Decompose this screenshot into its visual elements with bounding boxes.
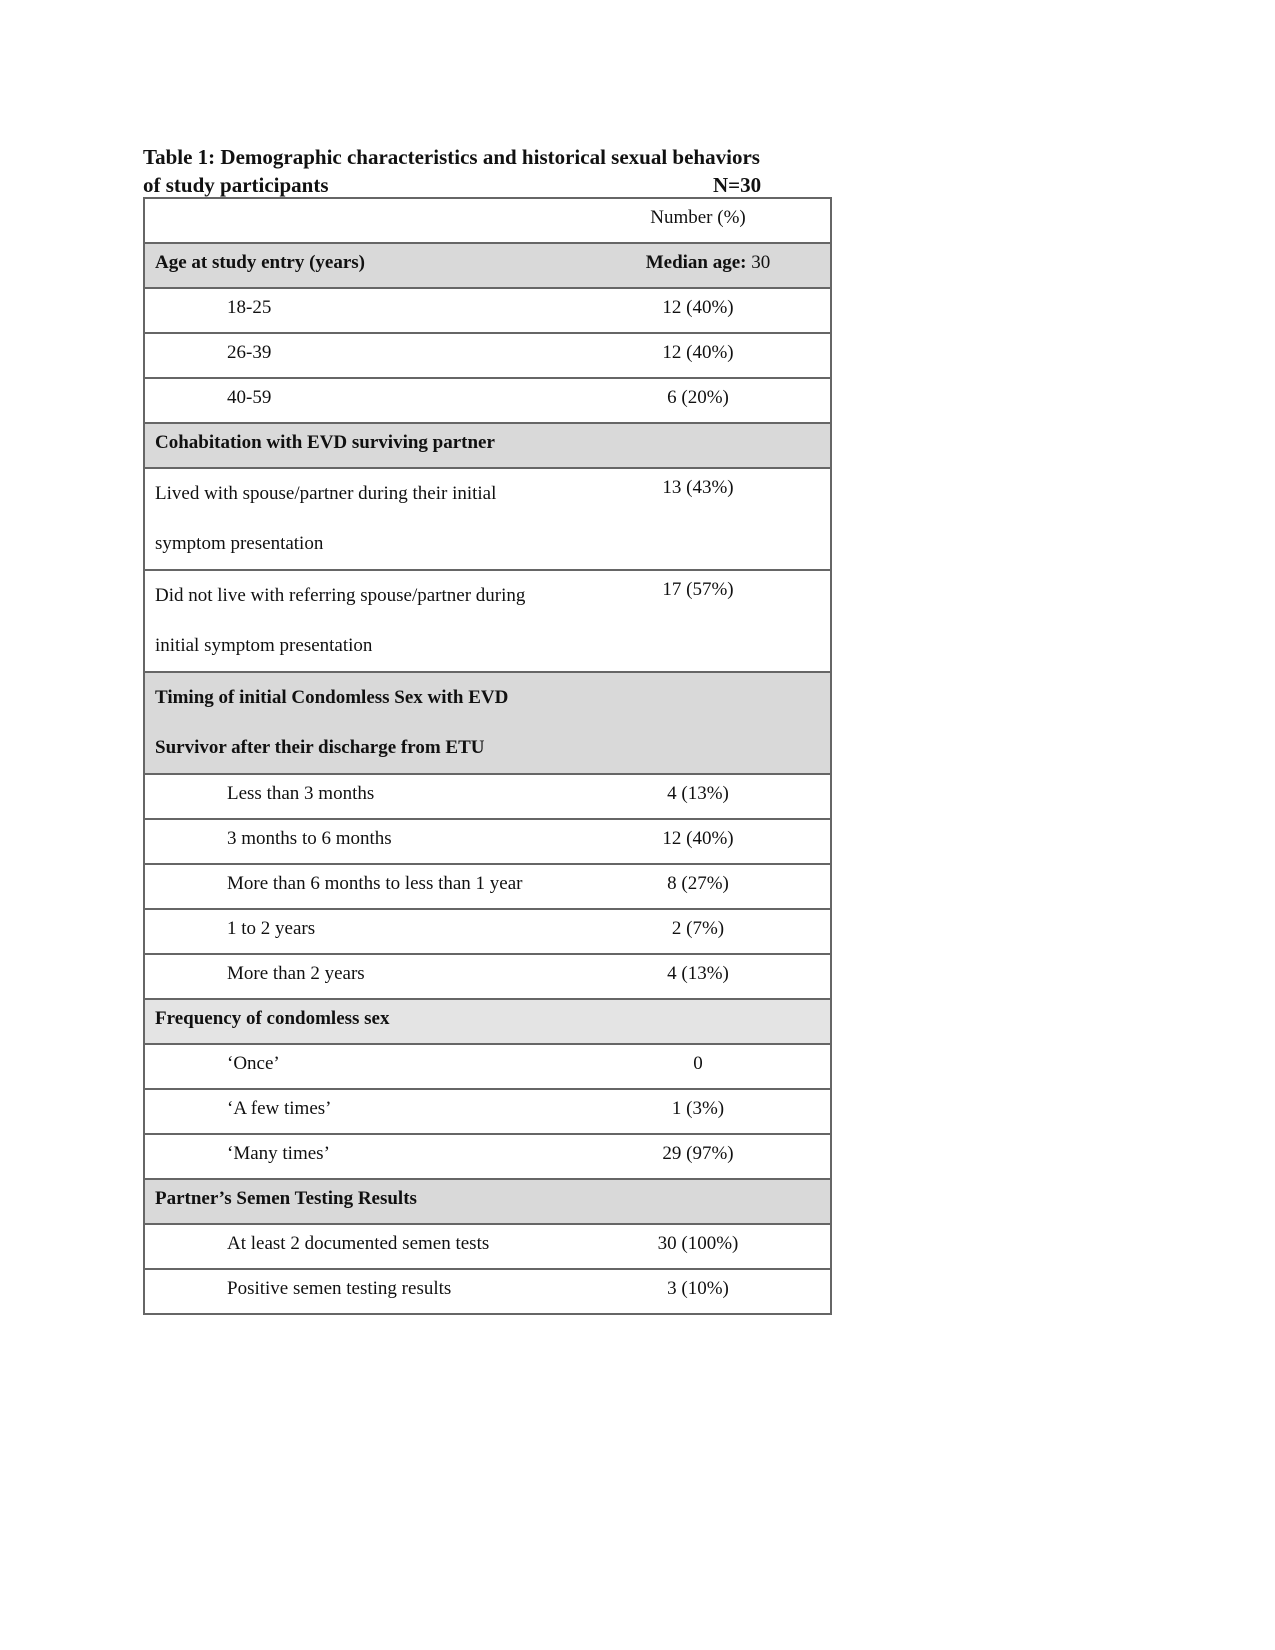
table-row: 40-59 6 (20%) [144,378,831,423]
table-row: 18-25 12 (40%) [144,288,831,333]
table-row: At least 2 documented semen tests 30 (100%) [144,1224,831,1269]
caption-line-2: of study participants [143,173,329,197]
table-row: 1 to 2 years 2 (7%) [144,909,831,954]
header-number-percent: Number (%) [650,207,746,228]
table-row: Did not live with referring spouse/partner during initial symptom presentation 17 (57%) [144,570,831,672]
table-row: 3 months to 6 months 12 (40%) [144,819,831,864]
table-row: ‘Many times’ 29 (97%) [144,1134,831,1179]
table-row: ‘A few times’ 1 (3%) [144,1089,831,1134]
section-heading: Cohabitation with EVD surviving partner [144,423,616,468]
caption-line-1: Table 1: Demographic characteristics and historical sexual behaviors [143,145,760,169]
section-cohabitation [144,423,831,468]
section-age [144,243,831,288]
demographics-table [143,197,832,1315]
section-heading: Age at study entry (years) [144,243,616,288]
sample-size: N=30 [713,173,762,197]
table-row: ‘Once’ 0 [144,1044,831,1089]
table-row: Lived with spouse/partner during their initial symptom presentation 13 (43%) [144,468,831,570]
section-timing [144,672,831,774]
table-row: 26-39 12 (40%) [144,333,831,378]
table-caption [143,143,863,199]
section-semen-testing [144,1179,831,1224]
header-row [144,198,831,243]
section-heading: Frequency of condomless sex [144,999,616,1044]
table-row: More than 6 months to less than 1 year 8 (27%) [144,864,831,909]
section-frequency [144,999,831,1044]
header-empty-cell [144,198,616,243]
section-heading: Partner’s Semen Testing Results [144,1179,616,1224]
table-row: Less than 3 months 4 (13%) [144,774,831,819]
median-age: Median age: 30 [616,243,831,288]
section-heading: Timing of initial Condomless Sex with EVD Survivor after their discharge from ETU [144,672,616,774]
table-row: More than 2 years 4 (13%) [144,954,831,999]
table-row: Positive semen testing results 3 (10%) [144,1269,831,1314]
